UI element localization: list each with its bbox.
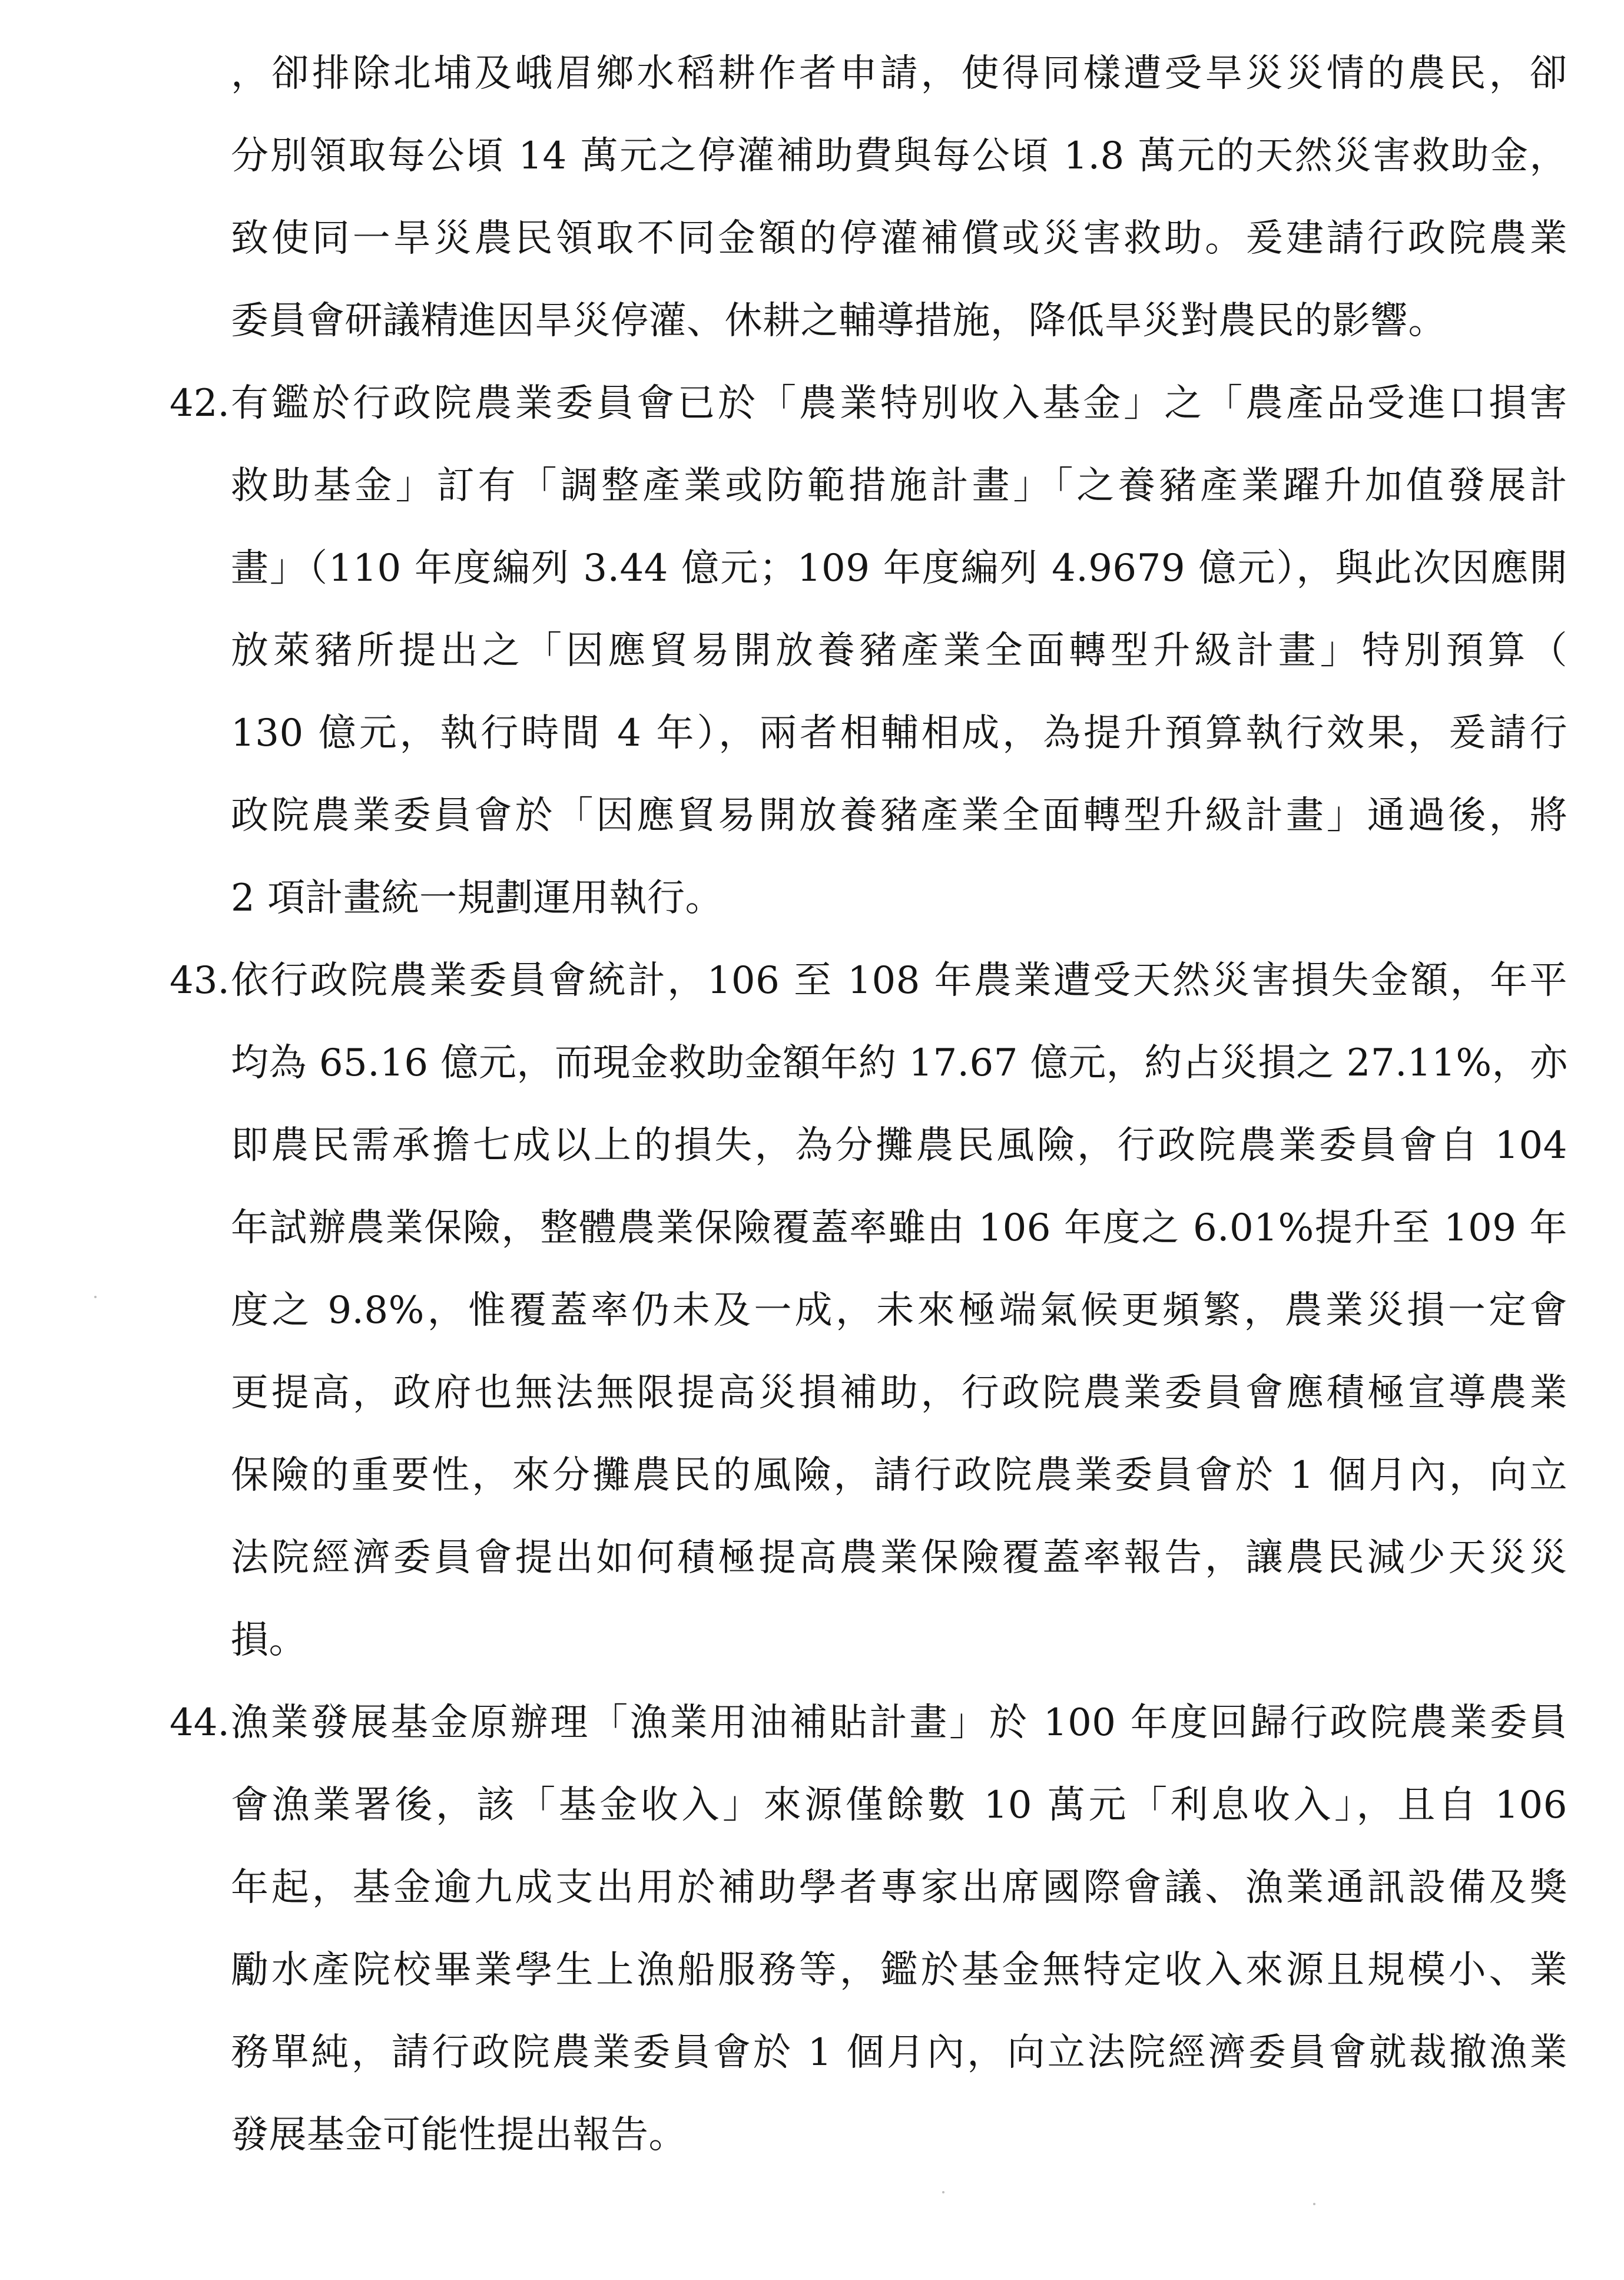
paragraph-line: 2 項計畫統一規劃運用執行。 <box>231 876 724 920</box>
paragraph-line: 依行政院農業委員會統計，106 至 108 年農業遭受天然災害損失金額，年平 <box>231 959 1567 1002</box>
paragraph-line: 即農民需承擔七成以上的損失，為分攤農民風險，行政院農業委員會自 104 <box>231 1124 1567 1167</box>
paragraph-line: 損。 <box>231 1619 307 1662</box>
paragraph-line: 會漁業署後，該「基金收入」來源僅餘數 10 萬元「利息收入」，且自 106 <box>231 1783 1567 1827</box>
paragraph-line: 有鑑於行政院農業委員會已於「農業特別收入基金」之「農產品受進口損害 <box>231 382 1567 425</box>
scan-speck <box>94 1296 97 1298</box>
paragraph-line: 保險的重要性，來分攤農民的風險，請行政院農業委員會於 1 個月內，向立 <box>231 1454 1567 1497</box>
paragraph-line: 度之 9.8%，惟覆蓋率仍未及一成，未來極端氣候更頻繁，農業災損一定會 <box>231 1289 1567 1332</box>
paragraph-line: 年試辦農業保險，整體農業保險覆蓋率雖由 106 年度之 6.01%提升至 109 年 <box>231 1206 1567 1250</box>
paragraph-line: 畫」（110 年度編列 3.44 億元；109 年度編列 4.9679 億元），與此次因應開 <box>231 547 1567 590</box>
paragraph-line: 救助基金」訂有「調整產業或防範措施計畫」「之養豬產業躍升加值發展計 <box>231 464 1567 508</box>
paragraph-line: 130 億元，執行時間 4 年），兩者相輔相成，為提升預算執行效果，爰請行 <box>231 712 1567 755</box>
paragraph-line: 均為 65.16 億元，而現金救助金額年約 17.67 億元，約占災損之 27.11%，亦 <box>231 1041 1568 1085</box>
paragraph-line: 分別領取每公頃 14 萬元之停灌補助費與每公頃 1.8 萬元的天然災害救助金， <box>231 134 1567 178</box>
paragraph-line: 政院農業委員會於「因應貿易開放養豬產業全面轉型升級計畫」通過後，將 <box>231 794 1567 838</box>
item-number: 44. <box>170 1701 230 1745</box>
scan-speck <box>1313 2203 1315 2205</box>
scan-speck <box>942 2191 944 2193</box>
paragraph-line: 年起，基金逾九成支出用於補助學者專家出席國際會議、漁業通訊設備及獎 <box>231 1866 1567 1910</box>
paragraph-line: 發展基金可能性提出報告。 <box>231 2113 687 2157</box>
paragraph-line: 放萊豬所提出之「因應貿易開放養豬產業全面轉型升級計畫」特別預算（ <box>231 629 1567 673</box>
paragraph-line: 勵水產院校畢業學生上漁船服務等，鑑於基金無特定收入來源且規模小、業 <box>231 1948 1567 1992</box>
paragraph-line: ，卻排除北埔及峨眉鄉水稻耕作者申請，使得同樣遭受旱災災情的農民，卻 <box>231 52 1567 95</box>
item-number: 42. <box>170 382 230 425</box>
paragraph-line: 委員會研議精進因旱災停灌、休耕之輔導措施，降低旱災對農民的影響。 <box>231 299 1446 343</box>
item-number: 43. <box>170 959 230 1002</box>
paragraph-line: 更提高，政府也無法無限提高災損補助，行政院農業委員會應積極宣導農業 <box>231 1371 1567 1415</box>
paragraph-line: 致使同一旱災農民領取不同金額的停灌補償或災害救助。爰建請行政院農業 <box>231 217 1567 260</box>
paragraph-line: 務單純，請行政院農業委員會於 1 個月內，向立法院經濟委員會就裁撤漁業 <box>231 2031 1567 2074</box>
paragraph-line: 法院經濟委員會提出如何積極提高農業保險覆蓋率報告，讓農民減少天災災 <box>231 1536 1567 1580</box>
paragraph-line: 漁業發展基金原辦理「漁業用油補貼計畫」於 100 年度回歸行政院農業委員 <box>231 1701 1567 1745</box>
